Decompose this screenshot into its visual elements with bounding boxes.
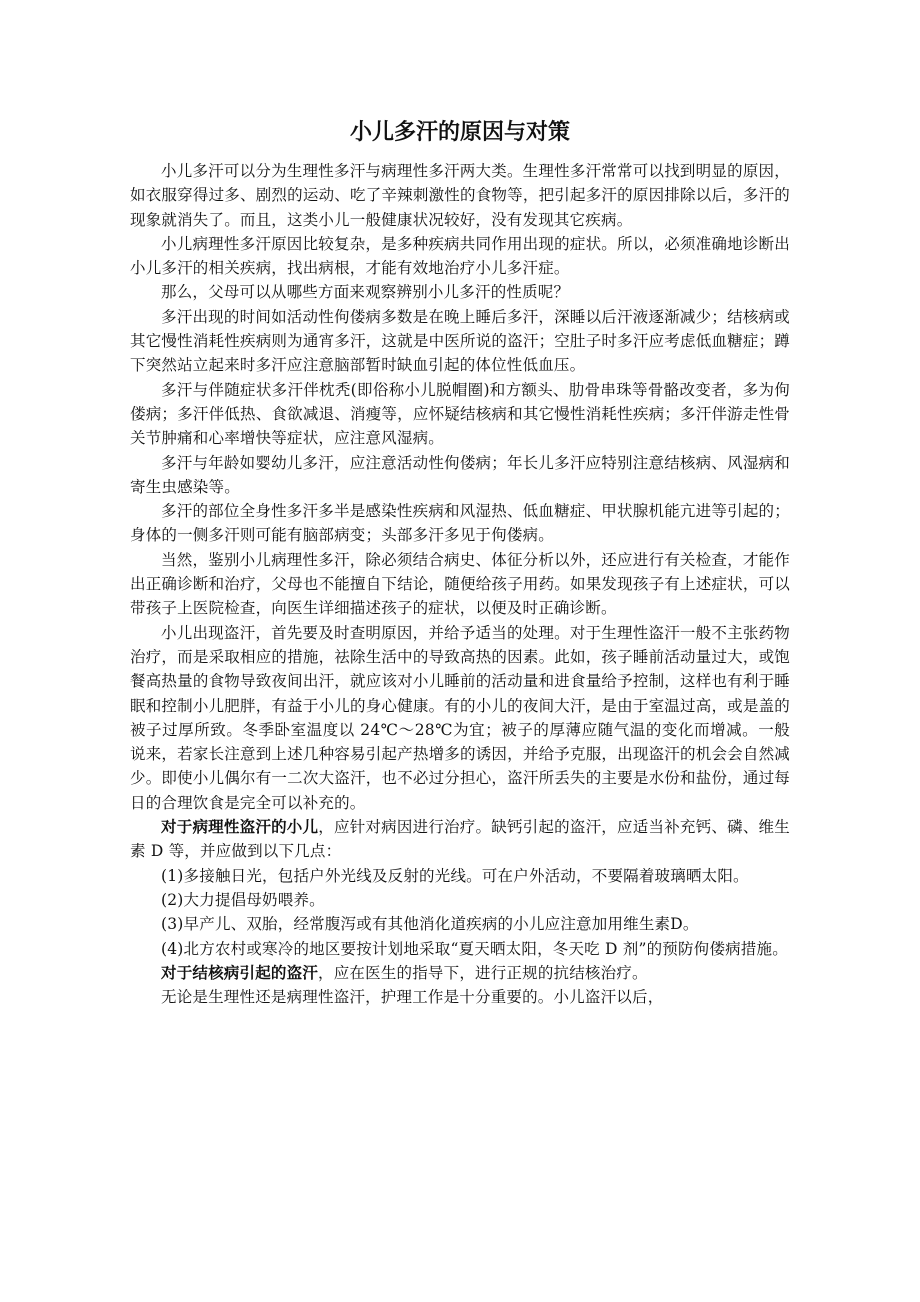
paragraph-2 (130, 232, 790, 281)
list-item-text: (3)早产儿、双胎，经常腹泻或有其他消化道疾病的小儿应注意加用维生素D。 (161, 915, 699, 934)
paragraph-3 (130, 280, 790, 304)
paragraph-9 (130, 621, 790, 815)
document-body (130, 159, 790, 1009)
paragraph-bold-lead: 对于结核病引起的盗汗 (161, 962, 319, 982)
paragraph-7 (130, 499, 790, 548)
paragraph-12 (130, 985, 790, 1009)
list-item-3 (130, 912, 790, 936)
paragraph-text: 那么，父母可以从哪些方面来观察辨别小儿多汗的性质呢？ (161, 283, 570, 302)
paragraph-text: 多汗出现的时间如活动性佝偻病多数是在晚上睡后多汗，深睡以后汗液逐渐减少；结核病或其它慢性消耗性疾病则为通宵多汗，这就是中医所说的盗汗；空肚子时多汗应考虑低血糖症；蹲下突然站立起来时多汗应注意脑部暂时缺血引起的体位性低血压。 (130, 307, 790, 375)
list-item-text: (1)多接触日光，包括户外光线及反射的光线。可在户外活动，不要隔着玻璃晒太阳。 (161, 866, 749, 885)
list-item-text: (4)北方农村或寒冷的地区要按计划地采取“夏天晒太阳，冬天吃 D 剂”的预防佝偻病措施。 (161, 939, 788, 958)
paragraph-6 (130, 451, 790, 500)
paragraph-11 (130, 961, 790, 985)
paragraph-5 (130, 378, 790, 451)
paragraph-text: 多汗的部位全身性多汗多半是感染性疾病和风湿热、低血糖症、甲状腺机能亢进等引起的；身体的一侧多汗则可能有脑部病变；头部多汗多见于佝偻病。 (130, 502, 790, 545)
paragraph-text: 小儿出现盗汗，首先要及时查明原因，并给予适当的处理。对于生理性盗汗一般不主张药物治疗，而是采取相应的措施，祛除生活中的导致高热的因素。此如，孩子睡前活动量过大，或饱餐高热量的食物导致夜间出汗，就应该对小儿睡前的活动量和进食量给予控制，这样也有利于睡眠和控制小儿肥胖，有益于小儿的身心健康。有的小儿的夜间大汗，是由于室温过高，或是盖的被子过厚所致。冬季卧室温度以 24℃～28℃为宜；被子的厚薄应随气温的变化而增减。一般说来，若家长注意到上述几种容易引起产热增多的诱因，并给予克服，出现盗汗的机会会自然减少。即使小儿偶尔有一二次大盗汗，也不必过分担心，盗汗所丢失的主要是水份和盐份，通过每日的合理饮食是完全可以补充的。 (130, 623, 790, 812)
paragraph-text: 当然，鉴别小儿病理性多汗，除必须结合病史、体征分析以外，还应进行有关检查，才能作出正确诊断和治疗，父母也不能擅自下结论，随便给孩子用药。如果发现孩子有上述症状，可以带孩子上医院检查，向医生详细描述孩子的症状，以便及时正确诊断。 (130, 550, 790, 618)
paragraph-bold-lead: 对于病理性盗汗的小儿 (161, 817, 319, 837)
paragraph-4 (130, 305, 790, 378)
paragraph-text: ，应针对病因进行治疗。缺钙引起的盗汗，应适当补充钙、磷、维生素 D 等，并应做到以下几点： (130, 818, 790, 861)
paragraph-text: 多汗与年龄如婴幼儿多汗，应注意活动性佝偻病；年长儿多汗应特别注意结核病、风湿病和寄生虫感染等。 (130, 453, 790, 496)
document-title: 小儿多汗的原因与对策 (349, 120, 570, 145)
paragraph-text: ，应在医生的指导下，进行正规的抗结核治疗。 (318, 963, 648, 982)
paragraph-text: 小儿病理性多汗原因比较复杂，是多种疾病共同作用出现的症状。所以，必须准确地诊断出小儿多汗的相关疾病，找出病根，才能有效地治疗小儿多汗症。 (130, 234, 790, 278)
paragraph-text: 小儿多汗可以分为生理性多汗与病理性多汗两大类。生理性多汗常常可以找到明显的原因，如衣服穿得过多、剧烈的运动、吃了辛辣刺激性的食物等，把引起多汗的原因排除以后，多汗的现象就消失了。而且，这类小儿一般健康状况较好，没有发现其它疾病。 (130, 162, 790, 229)
list-item-1 (130, 864, 790, 888)
paragraph-text: 无论是生理性还是病理性盗汗，护理工作是十分重要的。小儿盗汗以后， (161, 988, 664, 1007)
list-item-2 (130, 888, 790, 912)
paragraph-8 (130, 548, 790, 621)
list-item-text: (2)大力提倡母奶喂养。 (161, 890, 325, 909)
list-item-4 (130, 937, 790, 961)
paragraph-text: 多汗与伴随症状多汗伴枕秃(即俗称小儿脱帽圈)和方额头、肋骨串珠等骨骼改变者，多为佝偻病；多汗伴低热、食欲减退、消瘦等，应怀疑结核病和其它慢性消耗性疾病；多汗伴游走性骨关节肿痛和心率增快等症状，应注意风湿病。 (130, 380, 790, 448)
paragraph-1 (130, 159, 790, 232)
paragraph-10 (130, 815, 790, 864)
